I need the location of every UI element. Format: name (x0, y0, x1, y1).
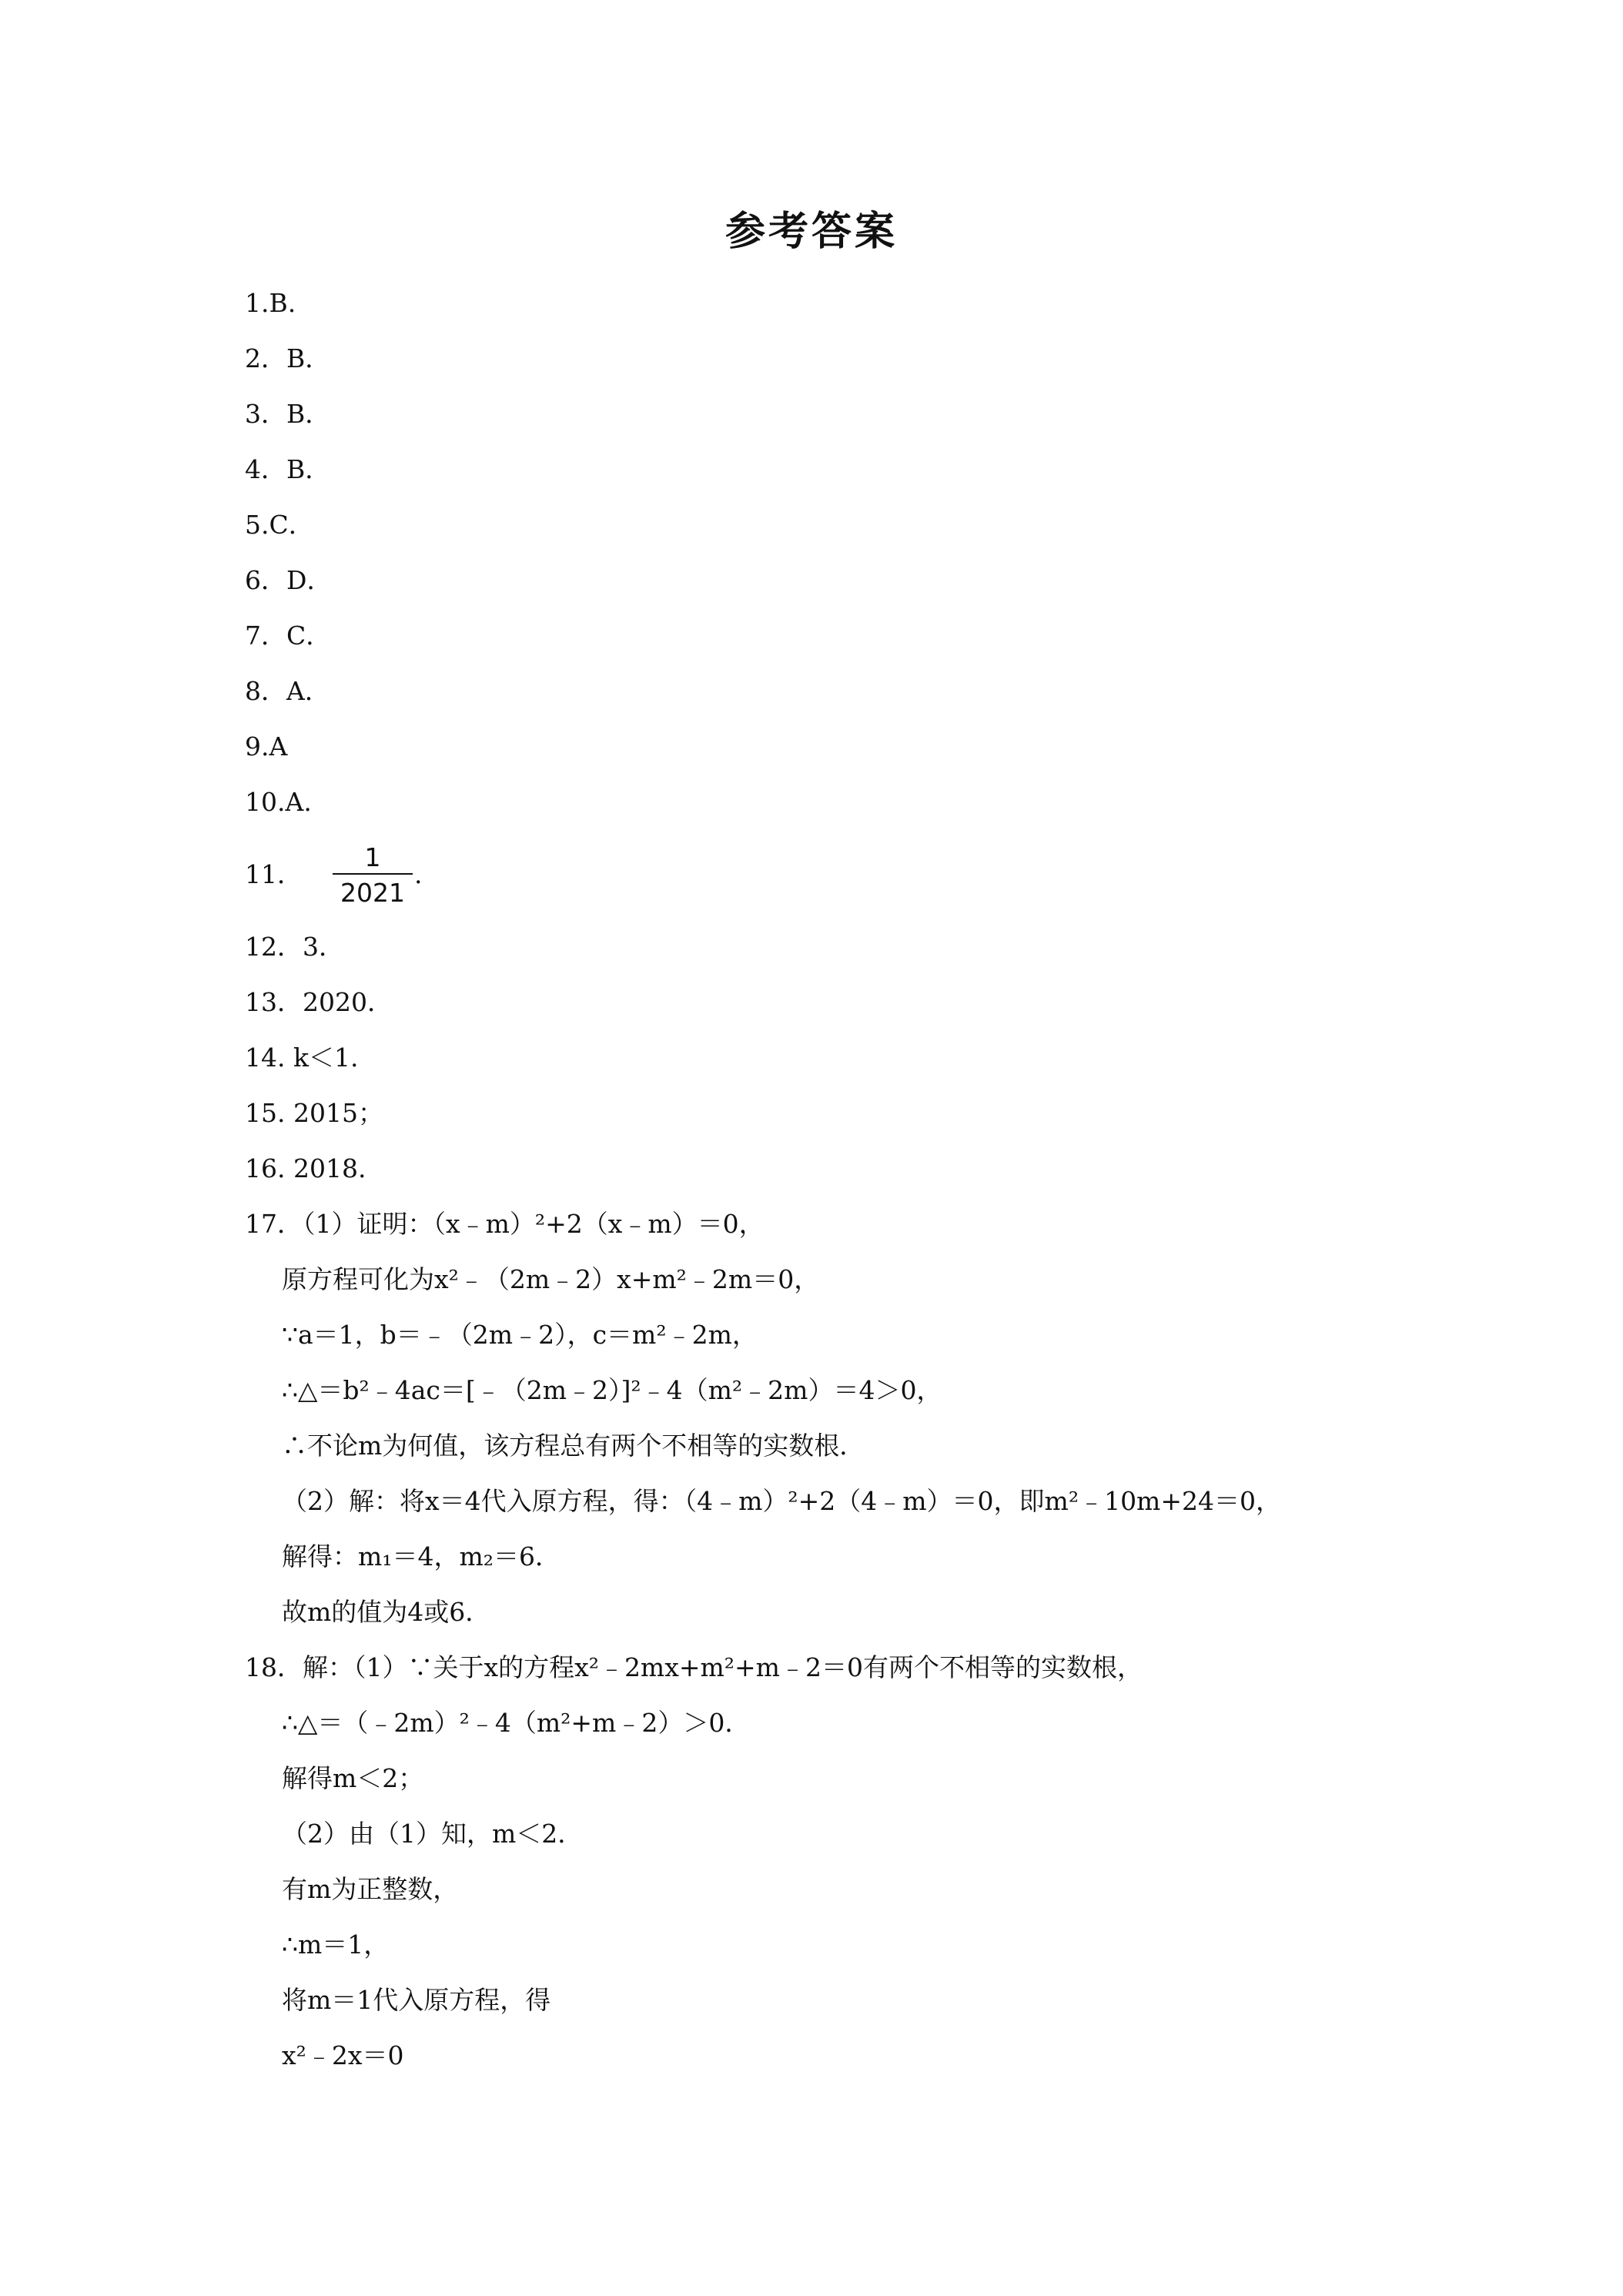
answer-13: 13．2020． (245, 987, 393, 1017)
q17-line-2: 原方程可化为x²﹣（2m﹣2）x+m²﹣2m＝0， (282, 1264, 820, 1294)
fraction-bar (333, 873, 413, 875)
q17-line-7: 解得：m₁＝4，m₂＝6． (282, 1541, 561, 1571)
q17-line-6: （2）解：将x＝4代入原方程，得：（4﹣m）²+2（4﹣m）＝0，即m²﹣10m+24＝0， (282, 1486, 1281, 1516)
page-title: 参考答案 (724, 209, 898, 255)
q18-line-6: ∴m＝1， (282, 1930, 390, 1960)
fraction-denominator: 2021 (340, 878, 405, 908)
q18-line-1: 18．解：（1）∵关于x的方程x²﹣2mx+m²+m﹣2＝0有两个不相等的实数根， (245, 1652, 1143, 1682)
q17-line-4: ∴△＝b²﹣4ac＝[﹣（2m﹣2）]²﹣4（m²﹣2m）＝4＞0， (282, 1375, 942, 1405)
q18-line-2: ∴△＝（﹣2m）²﹣4（m²+m﹣2）＞0． (282, 1708, 751, 1738)
answer-12: 12．3． (245, 932, 344, 962)
answer-11-label: 11． (245, 859, 303, 889)
q18-line-3: 解得m＜2； (282, 1763, 424, 1793)
answer-11-end: . (414, 859, 423, 889)
fraction-numerator: 1 (364, 842, 381, 872)
answer-1: 1.B. (245, 288, 296, 318)
q17-line-3: ∵a＝1，b＝﹣（2m﹣2），c＝m²﹣2m， (282, 1320, 758, 1350)
q17-line-1: 17．（1）证明：（x﹣m）²+2（x﹣m）＝0， (245, 1209, 765, 1239)
q17-line-8: 故m的值为4或6． (282, 1597, 491, 1627)
answer-10: 10.A. (245, 787, 312, 817)
answer-15: 15. 2015； (245, 1098, 383, 1128)
answer-7: 7．C． (245, 621, 332, 651)
answer-5: 5.C． (245, 510, 314, 540)
q18-line-5: 有m为正整数， (282, 1874, 459, 1904)
q18-line-8: x²﹣2x＝0 (282, 2040, 404, 2070)
answer-8: 8．A． (245, 676, 330, 706)
answer-9: 9.A (245, 731, 288, 761)
answer-4: 4．B． (245, 454, 331, 484)
answer-3: 3．B． (245, 399, 331, 429)
answer-16: 16. 2018. (245, 1153, 366, 1183)
answer-2: 2．B． (245, 343, 331, 373)
q17-line-5: ∴不论m为何值，该方程总有两个不相等的实数根． (282, 1431, 865, 1461)
answer-6: 6．D． (245, 565, 333, 595)
answer-14: 14. k＜1. (245, 1043, 359, 1073)
q18-line-4: （2）由（1）知，m＜2． (282, 1819, 584, 1849)
q18-line-7: 将m＝1代入原方程，得 (282, 1985, 551, 2015)
